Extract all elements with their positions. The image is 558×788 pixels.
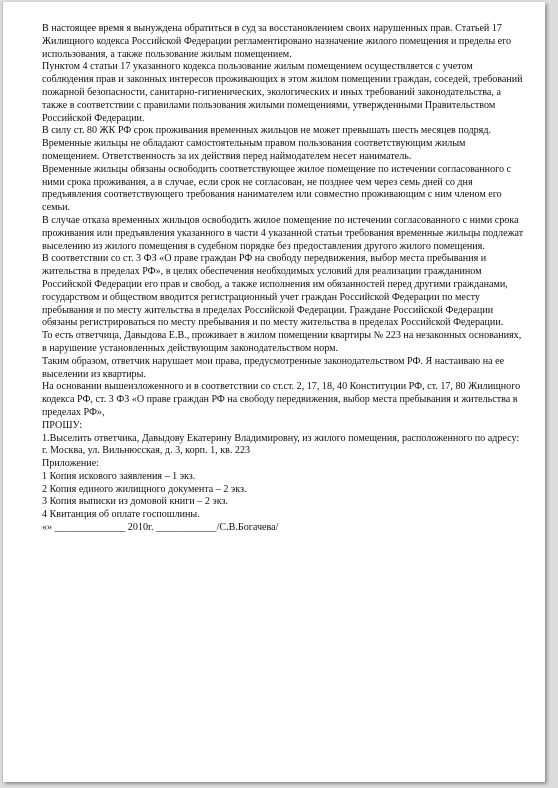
paragraph: В соответствии со ст. 3 ФЗ «О праве граждан РФ на свободу передвижения, выбор места пребывания и жительства в пределах РФ», в целях обеспечения необходимых условий для реализации гражданином Российской Федерации его прав и свобод, а также исполнения им обязанностей перед другими гражданами, государством и обществом вводится регистрационный учет граждан Российской Федерации по месту пребывания и по месту жительства в пределах Российской Федерации. Граждане Российской Федерации обязаны регистрироваться по месту пребывания и по месту жительства в пределах Российской Федерации.: [42, 253, 508, 329]
request-item: 1.Выселить ответчика, Давыдову Екатерину Владимировну, из жилого помещения, расположенного по адресу: г. Москва, ул. Вильнюсская, д. 3, корп. 1, кв. 223: [42, 432, 520, 457]
paragraph: Таким образом, ответчик нарушает мои права, предусмотренные законодательством РФ. Я настаиваю на ее выселении из квартиры.: [42, 355, 505, 380]
attachment-item: 4 Квитанция об оплате госпошлины.: [42, 509, 200, 521]
document-page: [3, 2, 545, 782]
paragraph: В случае отказа временных жильцов освободить жилое помещение по истечении согласованного с ними срока проживания или предъявления указанного в части 4 указанной статьи требования временные жильцы подлежат выселению из жилого помещения в судебном порядке без предоставления другого жилого помещения.: [42, 214, 524, 252]
paragraph: То есть ответчица, Давыдова Е.В., проживает в жилом помещении квартиры № 223 на незаконных основаниях, в нарушение установленных действующим законодательством норм.: [42, 330, 522, 354]
paragraph: В настоящее время я вынуждена обратиться в суд за восстановлением своих нарушенных прав. Статьей 17 Жилищного кодекса Российской Федерации регламентировано назначение жилого помещения и пределы его использования, а также пользование жилым помещением.: [42, 23, 512, 60]
signature-line: «» ______________ 2010г. ____________/С.В.Богачева/: [42, 522, 279, 534]
paragraph: Временные жильцы обязаны освободить соответствующее жилое помещение по истечении согласованного с ними срока проживания, а в случае, если срок не согласован, не позднее чем через семь дней со дня предъявления соответствующего требования нанимателем или совместно проживающим с ним членом его семьи.: [42, 163, 512, 214]
document-body: [42, 23, 524, 535]
paragraph: В силу ст. 80 ЖК РФ срок проживания временных жильцов не может превышать шесть месяцев подряд.: [42, 125, 491, 137]
attachments-heading: Приложение:: [42, 458, 99, 470]
paragraph: Временные жильцы не обладают самостоятельным правом пользования соответствующим жилым помещением. Ответственность за их действия перед наймодателем несет наниматель.: [42, 138, 466, 162]
attachment-item: 2 Копия единого жилищного документа – 2 экз.: [42, 483, 247, 495]
paragraph: Пунктом 4 статьи 17 указанного кодекса пользование жилым помещением осуществляется с учетом соблюдения прав и законных интересов проживающих в этом жилом помещении граждан, соседей, требований пожарной безопасности, санитарно-гигиенических, экологических и иных требований законодательства, а также в соответствии с правилами пользования жилыми помещениями, утвержденными Правительством Российской Федерации.: [42, 61, 523, 124]
paragraph: На основании вышеизложенного и в соответствии со ст.ст. 2, 17, 18, 40 Конституции РФ, ст. 17, 80 Жилищного кодекса РФ, ст. 3 ФЗ «О праве граждан РФ на свободу передвижения, выбор места пребывания и жительства в пределах РФ»,: [42, 381, 521, 418]
attachment-item: 3 Копия выписки из домовой книги – 2 экз.: [42, 496, 229, 508]
request-heading: ПРОШУ:: [42, 419, 83, 431]
attachment-item: 1 Копия искового заявления – 1 экз.: [42, 470, 196, 482]
